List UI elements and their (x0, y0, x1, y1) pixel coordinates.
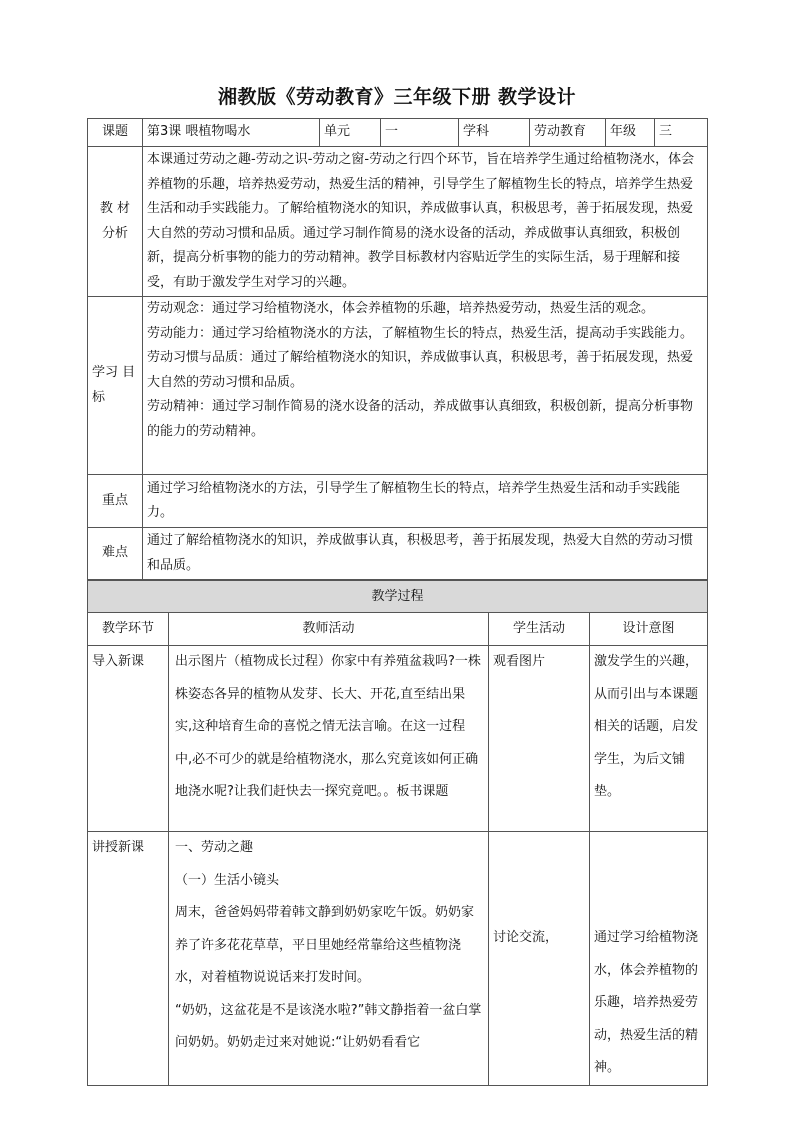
label-goals: 学习 目标 (88, 297, 143, 475)
teacher-activity-new (169, 832, 489, 1086)
col-teacher: 教师活动 (169, 613, 489, 646)
teacher-activity-intro: 出示图片（植物成长过程）你家中有养殖盆栽吗?一株株姿态各异的植物从发芽、长大、开花,直至结出果实,这种培育生命的喜悦之情无法言喻。在这一过程中,必不可少的就是给植物浇水，那么究竟该如何正确地浇水呢?让我们赶快去一探究竟吧。。板书课题 (169, 646, 489, 832)
teaching-process-table (87, 580, 708, 1086)
label-lesson: 课题 (88, 119, 143, 147)
stage-intro: 导入新课 (88, 646, 169, 832)
intent-intro: 激发学生的兴趣，从而引出与本课题相关的话题，启发学生，为后文铺垫。 (590, 646, 708, 832)
col-stage: 教学环节 (88, 613, 169, 646)
process-header: 教学过程 (88, 581, 708, 613)
goal-ability: 劳动能力：通过学习给植物浇水的方法，了解植物生长的特点，热爱生活，提高动手实践能力。 (147, 325, 694, 341)
label-difficult: 难点 (88, 528, 143, 580)
col-intent: 设计意图 (590, 613, 708, 646)
goal-habit: 劳动习惯与品质：通过了解给植物浇水的知识，养成做事认真，积极思考，善于拓展发现，热爱大自然的劳动习惯和品质。 (147, 350, 694, 390)
label-unit: 单元 (320, 119, 381, 147)
lesson-info-table (87, 118, 708, 580)
goal-spirit: 劳动精神：通过学习制作简易的浇水设备的活动，养成做事认真细致，积极创新，提高分析事物的能力的劳动精神。 (147, 399, 694, 439)
goals-cell (143, 297, 708, 475)
student-activity-intro: 观看图片 (489, 646, 590, 832)
col-student: 学生活动 (489, 613, 590, 646)
intent-new: 通过学习给植物浇水，体会养植物的乐趣，培养热爱劳动，热爱生活的精神。 (590, 832, 708, 1086)
stage-new: 讲授新课 (88, 832, 169, 1086)
subsection-heading: （一）生活小镜头 (175, 872, 280, 888)
label-subject: 学科 (459, 119, 530, 147)
student-activity-new: 讨论交流， (489, 832, 590, 1086)
label-grade: 年级 (606, 119, 655, 147)
story-dialogue: “奶奶，这盆花是不是该浇水啦?”韩文静指着一盆白掌问奶奶。奶奶走过来对她说:“让奶奶看看它 (175, 1002, 482, 1050)
lesson-title: 第3课 喂植物喝水 (143, 119, 320, 147)
grade-value: 三 (655, 119, 708, 147)
difficult-point-text: 通过了解给植物浇水的知识，养成做事认真，积极思考，善于拓展发现，热爱大自然的劳动习惯和品质。 (143, 528, 708, 580)
goal-concept: 劳动观念：通过学习给植物浇水，体会养植物的乐趣，培养热爱劳动，热爱生活的观念。 (147, 301, 655, 316)
analysis-text: 本课通过劳动之趣-劳动之识-劳动之窗-劳动之行四个环节，旨在培养学生通过给植物浇水，体会养植物的乐趣，培养热爱劳动，热爱生活的精神，引导学生了解植物生长的特点，培养学生热爱生活和动手实践能力。了解给植物浇水的知识，养成做事认真，积极思考，善于拓展发现，热爱大自然的劳动习惯和品质。通过学习制作简易的浇水设备的活动，养成做事认真细致，积极创新，提高分析事物的能力的劳动精神。教学目标教材内容贴近学生的实际生活，易于理解和接受，有助于激发学生对学习的兴趣。 (143, 147, 708, 297)
story-paragraph: 周末，爸爸妈妈带着韩文静到奶奶家吃午饭。奶奶家养了许多花花草草，平日里她经常靠给这些植物浇水，对着植物说说话来打发时间。 (175, 905, 475, 985)
key-point-text: 通过学习给植物浇水的方法，引导学生了解植物生长的特点，培养学生热爱生活和动手实践能力。 (143, 475, 708, 528)
document-title: 湘教版《劳动教育》三年级下册 教学设计 (217, 86, 577, 108)
section-heading: 一、劳动之趣 (175, 840, 254, 855)
subject-value: 劳动教育 (530, 119, 606, 147)
label-key: 重点 (88, 475, 143, 528)
unit-value: 一 (381, 119, 459, 147)
label-analysis: 教 材 分析 (88, 147, 143, 297)
